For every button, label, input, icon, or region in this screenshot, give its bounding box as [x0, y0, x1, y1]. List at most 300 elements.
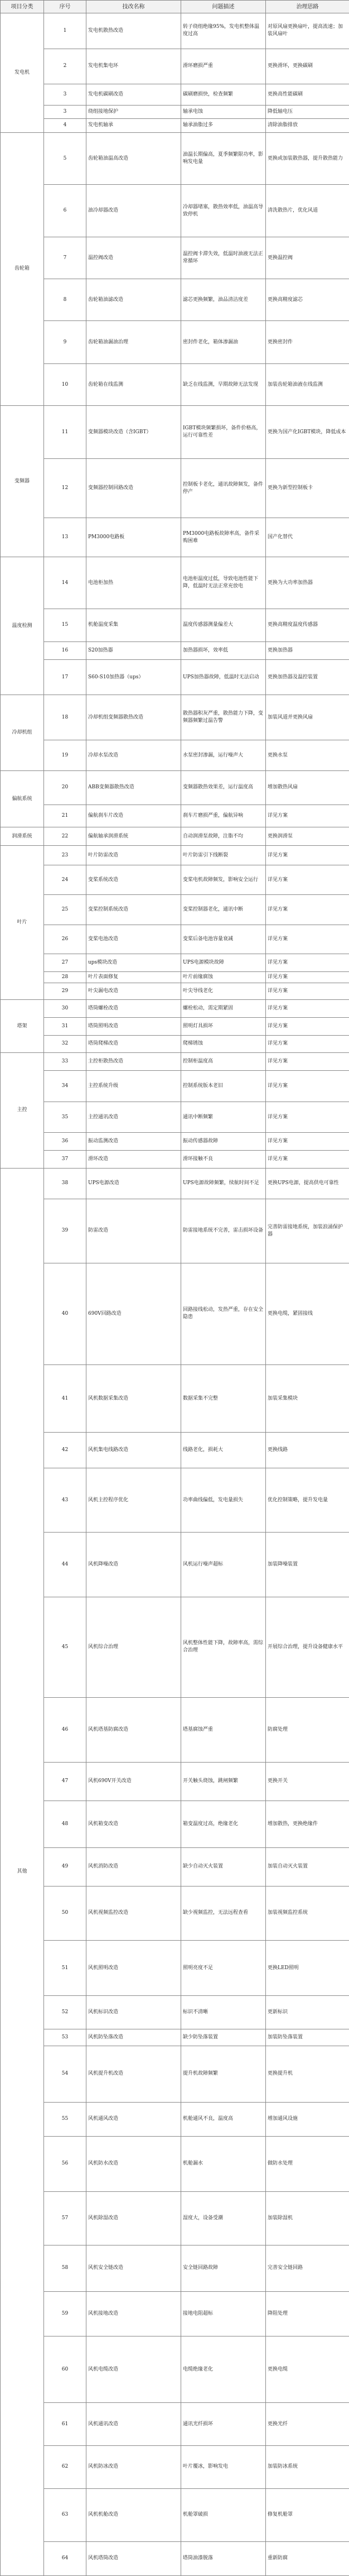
problem-cell: 叶片前缘腐蚀 — [181, 971, 266, 983]
problem-cell: 温控阀卡滞失效，低温时油液无法正常循环 — [181, 237, 266, 279]
item-name-cell: 变频器模块改造（含IGBT） — [86, 406, 181, 459]
method-cell: 更换或加装散热器，提升散热能力 — [266, 132, 349, 185]
number-cell: 51 — [44, 1940, 86, 1996]
table-row — [1, 2488, 349, 2541]
item-name-cell: 电池柜加热 — [86, 557, 181, 609]
item-name-cell: 振动监测改造 — [86, 1133, 181, 1151]
number-cell: 44 — [44, 1533, 86, 1597]
problem-cell: 提升机故障频繁 — [181, 2046, 266, 2102]
method-cell: 详见方案 — [266, 1102, 349, 1133]
table-row — [1, 695, 349, 740]
problem-cell: 塔基腐蚀严重 — [181, 1698, 266, 1763]
number-cell: 12 — [44, 459, 86, 518]
table-row — [1, 406, 349, 459]
number-cell: 60 — [44, 2336, 86, 2403]
item-name-cell: 风机电缆改造 — [86, 2336, 181, 2403]
problem-cell: 开关触头烧蚀，跳闸频繁 — [181, 1762, 266, 1801]
item-name-cell: 叶片表面修复 — [86, 971, 181, 983]
method-cell: 对原风扇更换扇叶，提高流速；加装风扇叶 — [266, 13, 349, 49]
problem-cell: 散热器积灰严重，散热能力下降，变频器频繁过温告警 — [181, 695, 266, 740]
problem-cell: 缺少防坠落装置 — [181, 2029, 266, 2046]
table-row — [1, 954, 349, 971]
method-cell: 增加散热，更换绝缘件 — [266, 1801, 349, 1848]
method-cell: 加装降噪装置 — [266, 1533, 349, 1597]
method-cell: 加装自动灭火装置 — [266, 1847, 349, 1886]
number-cell: 28 — [44, 971, 86, 983]
item-name-cell: 防雷改造 — [86, 1199, 181, 1263]
number-cell: 34 — [44, 1071, 86, 1102]
problem-cell: 照明亮度不足 — [181, 1940, 266, 1996]
problem-cell: 叶片防雷引下线断裂 — [181, 846, 266, 865]
method-cell: 更换温控阀 — [266, 237, 349, 279]
number-cell: 9 — [44, 321, 86, 364]
method-cell: 更换电缆 — [266, 2336, 349, 2403]
problem-cell: 转子绕组绝缘95%，发电机整体温度过高 — [181, 13, 266, 49]
item-name-cell: 风机降噪改造 — [86, 1533, 181, 1597]
table-row — [1, 1035, 349, 1053]
method-cell: 更换滑环，更换碳刷 — [266, 49, 349, 84]
table-row — [1, 1801, 349, 1848]
problem-cell: 照明灯具损坏 — [181, 1017, 266, 1035]
table-row — [1, 459, 349, 518]
table-row — [1, 185, 349, 237]
problem-cell: 滑环磨损严重 — [181, 49, 266, 84]
table-row — [1, 321, 349, 364]
problem-cell: UPS电源故障频繁，续航时间不足 — [181, 1168, 266, 1199]
table-row — [1, 1199, 349, 1263]
method-cell: 做防水处理 — [266, 2136, 349, 2192]
item-name-cell: 风机集电线路改造 — [86, 1433, 181, 1468]
method-cell: 增加通风设施 — [266, 2102, 349, 2136]
table-row — [1, 13, 349, 49]
item-name-cell: 叶尖漏电改造 — [86, 983, 181, 999]
item-name-cell: UPS电源改造 — [86, 1168, 181, 1199]
problem-cell: 滑环接触不良 — [181, 1150, 266, 1168]
category-cell: 偏航系统 — [1, 771, 44, 827]
method-cell: 更换线路 — [266, 1433, 349, 1468]
item-name-cell: 风机视频监控改造 — [86, 1886, 181, 1941]
problem-cell: 变频器散热效果差，运行温度高 — [181, 771, 266, 805]
method-cell: 清洗散热片，优化风道 — [266, 185, 349, 237]
problem-cell: 变桨控制器老化，通讯中断 — [181, 895, 266, 925]
problem-cell: 叶片覆冰，影响发电 — [181, 2446, 266, 2489]
problem-cell: 碳刷磨损快，检查频繁 — [181, 84, 266, 106]
item-name-cell: 风机箱变改造 — [86, 1801, 181, 1848]
number-cell: 59 — [44, 2292, 86, 2336]
number-cell: 13 — [44, 518, 86, 557]
table-row — [1, 2192, 349, 2245]
problem-cell: 螺栓松动，需定期紧固 — [181, 1000, 266, 1018]
number-cell: 15 — [44, 609, 86, 641]
item-name-cell: 主控通讯改造 — [86, 1102, 181, 1133]
method-cell: 更换为新型控制板卡 — [266, 459, 349, 518]
number-cell: 6 — [44, 185, 86, 237]
problem-cell: 机舱罩破损 — [181, 2488, 266, 2541]
number-cell: 4 — [44, 119, 86, 133]
problem-cell: 电池柜温度过低，导致电池性能下降，低温时无法正常充放电 — [181, 557, 266, 609]
item-name-cell: 滑环改造 — [86, 1150, 181, 1168]
number-cell: 42 — [44, 1433, 86, 1468]
table-row — [1, 2292, 349, 2336]
problem-cell: 通讯中断频繁 — [181, 1102, 266, 1133]
method-cell: 加装视频监控系统 — [266, 1886, 349, 1941]
item-name-cell: 发电机碳刷改造 — [86, 84, 181, 106]
table-row — [1, 105, 349, 119]
number-cell: 18 — [44, 695, 86, 740]
table-row — [1, 1433, 349, 1468]
table-row — [1, 1263, 349, 1365]
number-cell: 19 — [44, 740, 86, 771]
item-name-cell: 偏航刹车片改造 — [86, 805, 181, 827]
number-cell: 40 — [44, 1263, 86, 1365]
problem-cell: 风机整体性能下降，故障率高，需综合治理 — [181, 1597, 266, 1697]
method-cell: 增加散热风扇 — [266, 771, 349, 805]
number-cell: 3 — [44, 84, 86, 106]
table-row — [1, 1468, 349, 1533]
method-cell: 详见方案 — [266, 971, 349, 983]
item-name-cell: 主控系统升级 — [86, 1071, 181, 1102]
item-name-cell: 变频器控制回路改造 — [86, 459, 181, 518]
header-item-name: 技改名称 — [86, 1, 181, 13]
table-row — [1, 1168, 349, 1199]
table-row — [1, 132, 349, 185]
item-name-cell: ups模块改造 — [86, 954, 181, 971]
number-cell: 47 — [44, 1762, 86, 1801]
method-cell: 更换为国产化IGBT模块，降低成本 — [266, 406, 349, 459]
category-cell: 塔架 — [1, 1000, 44, 1053]
method-cell: 修复机舱罩 — [266, 2488, 349, 2541]
number-cell: 61 — [44, 2403, 86, 2446]
table-row — [1, 1698, 349, 1763]
problem-cell: 自动润滑泵故障，注脂不均 — [181, 827, 266, 846]
item-name-cell: 风机综合治理 — [86, 1597, 181, 1697]
table-row — [1, 237, 349, 279]
table-row — [1, 1017, 349, 1035]
problem-cell: 控制系统版本老旧 — [181, 1071, 266, 1102]
problem-cell: 控制柜温度高 — [181, 1053, 266, 1071]
item-name-cell: 风机690V开关改造 — [86, 1762, 181, 1801]
method-cell: 详见方案 — [266, 846, 349, 865]
number-cell: 29 — [44, 983, 86, 999]
item-name-cell: 风机提升机改造 — [86, 2046, 181, 2102]
method-cell: 详见方案 — [266, 895, 349, 925]
problem-cell: 叶尖导线老化 — [181, 983, 266, 999]
problem-cell: 冷却器堵塞，散热效率低，油温高导致停机 — [181, 185, 266, 237]
table-row — [1, 983, 349, 999]
table-row — [1, 771, 349, 805]
item-name-cell: 风机接地改造 — [86, 2292, 181, 2336]
problem-cell: 标识不清晰 — [181, 1996, 266, 2029]
number-cell: 49 — [44, 1847, 86, 1886]
problem-cell: 水泵密封渗漏，运行噪声大 — [181, 740, 266, 771]
table-body — [1, 13, 349, 2576]
number-cell: 2 — [44, 49, 86, 84]
number-cell: 22 — [44, 827, 86, 846]
item-name-cell: S60-S10加热器（ups） — [86, 659, 181, 695]
table-row — [1, 925, 349, 954]
number-cell: 8 — [44, 279, 86, 321]
table-row — [1, 2136, 349, 2192]
problem-cell: 塔筒油漆脱落 — [181, 2541, 266, 2575]
item-name-cell: PM3000电路板 — [86, 518, 181, 557]
number-cell: 31 — [44, 1017, 86, 1035]
item-name-cell: 塔筒照明改造 — [86, 1017, 181, 1035]
header-number: 序号 — [44, 1, 86, 13]
item-name-cell: 绕组接地保护 — [86, 105, 181, 119]
item-name-cell: 冷却水泵改造 — [86, 740, 181, 771]
number-cell: 57 — [44, 2192, 86, 2245]
item-name-cell: S20加热器 — [86, 642, 181, 660]
category-cell: 叶片 — [1, 846, 44, 1000]
problem-cell: 滤芯更换频繁，油品清洁度差 — [181, 279, 266, 321]
table-row — [1, 609, 349, 641]
problem-cell: 爬梯锈蚀 — [181, 1035, 266, 1053]
number-cell: 63 — [44, 2488, 86, 2541]
item-name-cell: 齿轮箱油温高改造 — [86, 132, 181, 185]
table-row — [1, 2403, 349, 2446]
table-row — [1, 1000, 349, 1018]
method-cell: 详见方案 — [266, 925, 349, 954]
item-name-cell: 齿轮箱油漏油治理 — [86, 321, 181, 364]
problem-cell: 变桨电机故障频发，影响安全运行 — [181, 865, 266, 894]
method-cell: 国产化替代 — [266, 518, 349, 557]
method-cell: 更换LED照明 — [266, 1940, 349, 1996]
item-name-cell: 风机安全链改造 — [86, 2245, 181, 2292]
problem-cell: 数据采集不完整 — [181, 1364, 266, 1432]
number-cell: 48 — [44, 1801, 86, 1848]
method-cell: 更换电缆，紧固接线 — [266, 1263, 349, 1365]
category-cell: 发电机 — [1, 13, 44, 133]
problem-cell: 功率曲线偏低，发电量损失 — [181, 1468, 266, 1533]
item-name-cell: 冷却机组变频器散热改造 — [86, 695, 181, 740]
problem-cell: PM3000电路板故障率高，备件采购困难 — [181, 518, 266, 557]
category-cell: 齿轮箱 — [1, 132, 44, 405]
method-cell: 清除油脂排放 — [266, 119, 349, 133]
number-cell: 38 — [44, 1168, 86, 1199]
method-cell: 更换开关 — [266, 1762, 349, 1801]
item-name-cell: 机舱温度采集 — [86, 609, 181, 641]
number-cell: 53 — [44, 2029, 86, 2046]
method-cell: 更换润滑泵 — [266, 827, 349, 846]
method-cell: 防腐处理 — [266, 1698, 349, 1763]
number-cell: 16 — [44, 642, 86, 660]
problem-cell: 缺少自动灭火装置 — [181, 1847, 266, 1886]
problem-cell: 加热器损坏，效率低 — [181, 642, 266, 660]
problem-cell: 线路老化，损耗大 — [181, 1433, 266, 1468]
table-row — [1, 2541, 349, 2575]
item-name-cell: 风机防坠落改造 — [86, 2029, 181, 2046]
method-cell: 更换为大功率加热器 — [266, 557, 349, 609]
header-row — [1, 1, 349, 13]
table-row — [1, 827, 349, 846]
item-name-cell: 风机主控程序优化 — [86, 1468, 181, 1533]
method-cell: 更换提升机 — [266, 2046, 349, 2102]
number-cell: 3 — [44, 105, 86, 119]
method-cell: 加装防坠落装置 — [266, 2029, 349, 2046]
problem-cell: UPS电源模块故障 — [181, 954, 266, 971]
item-name-cell: 风机通风改造 — [86, 2102, 181, 2136]
problem-cell: 通讯光纤损坏 — [181, 2403, 266, 2446]
number-cell: 35 — [44, 1102, 86, 1133]
method-cell: 详见方案 — [266, 1017, 349, 1035]
item-name-cell: 塔筒螺栓改造 — [86, 1000, 181, 1018]
method-cell: 更新标识 — [266, 1996, 349, 2029]
method-cell: 详见方案 — [266, 983, 349, 999]
item-name-cell: 风机数据采集改造 — [86, 1364, 181, 1432]
table-row — [1, 1940, 349, 1996]
problem-cell: 风机运行噪声超标 — [181, 1533, 266, 1597]
problem-cell: 变桨后备电池容量衰减 — [181, 925, 266, 954]
problem-cell: 温度传感器测量偏差大 — [181, 609, 266, 641]
problem-cell: 回路接线松动，发热严重，存在安全隐患 — [181, 1263, 266, 1365]
problem-cell: 缺少视频监控，无法远程查看 — [181, 1886, 266, 1941]
table-row — [1, 49, 349, 84]
method-cell: 详见方案 — [266, 1133, 349, 1151]
method-cell: 更换加热器及温控装置 — [266, 659, 349, 695]
category-cell: 其他 — [1, 1168, 44, 2575]
item-name-cell: 风机防冰改造 — [86, 2446, 181, 2489]
problem-cell: 湿度大，设备受潮 — [181, 2192, 266, 2245]
problem-cell: 安全链回路故障 — [181, 2245, 266, 2292]
item-name-cell: 变桨电池改造 — [86, 925, 181, 954]
number-cell: 39 — [44, 1199, 86, 1263]
table-row — [1, 2029, 349, 2046]
number-cell: 64 — [44, 2541, 86, 2575]
method-cell: 更换光纤 — [266, 2403, 349, 2446]
number-cell: 1 — [44, 13, 86, 49]
item-name-cell: 风机塔筒改造 — [86, 2541, 181, 2575]
item-name-cell: 油冷却器改造 — [86, 185, 181, 237]
problem-cell: UPS加热器故障，低温时无法启动 — [181, 659, 266, 695]
number-cell: 27 — [44, 954, 86, 971]
item-name-cell: 偏航轴承润滑系统 — [86, 827, 181, 846]
item-name-cell: 风机消防改造 — [86, 1847, 181, 1886]
number-cell: 26 — [44, 925, 86, 954]
problem-cell: 密封件老化，箱体渗漏油 — [181, 321, 266, 364]
method-cell: 更换UPS电源，提高供电可靠性 — [266, 1168, 349, 1199]
method-cell: 更换加热器 — [266, 642, 349, 660]
number-cell: 46 — [44, 1698, 86, 1763]
method-cell: 加装除湿机 — [266, 2192, 349, 2245]
problem-cell: 机舱漏水 — [181, 2136, 266, 2192]
method-cell: 更换水泵 — [266, 740, 349, 771]
number-cell: 41 — [44, 1364, 86, 1432]
problem-cell: 轴承油脂过多 — [181, 119, 266, 133]
number-cell: 7 — [44, 237, 86, 279]
item-name-cell: 变桨控制系统改造 — [86, 895, 181, 925]
table-row — [1, 1886, 349, 1941]
item-name-cell: 齿轮箱在线监测 — [86, 363, 181, 405]
item-name-cell: 风机机舱改造 — [86, 2488, 181, 2541]
item-name-cell: 变桨系统改造 — [86, 865, 181, 894]
table-row — [1, 557, 349, 609]
item-name-cell: 发电机集电环 — [86, 49, 181, 84]
table-row — [1, 1071, 349, 1102]
item-name-cell: 风机塔基防腐改造 — [86, 1698, 181, 1763]
method-cell: 详见方案 — [266, 1150, 349, 1168]
problem-cell: 机舱通风不良，温度高 — [181, 2102, 266, 2136]
table-row — [1, 1150, 349, 1168]
table-row — [1, 2102, 349, 2136]
number-cell: 54 — [44, 2046, 86, 2102]
number-cell: 52 — [44, 1996, 86, 2029]
item-name-cell: 主控柜散热改造 — [86, 1053, 181, 1071]
number-cell: 56 — [44, 2136, 86, 2192]
number-cell: 50 — [44, 1886, 86, 1941]
number-cell: 11 — [44, 406, 86, 459]
method-cell: 详见方案 — [266, 805, 349, 827]
table-row — [1, 659, 349, 695]
number-cell: 20 — [44, 771, 86, 805]
item-name-cell: 690V回路改造 — [86, 1263, 181, 1365]
number-cell: 14 — [44, 557, 86, 609]
number-cell: 32 — [44, 1035, 86, 1053]
table-row — [1, 895, 349, 925]
method-cell: 详见方案 — [266, 865, 349, 894]
item-name-cell: 风机通讯改造 — [86, 2403, 181, 2446]
problem-cell: 接地电阻超标 — [181, 2292, 266, 2336]
method-cell: 详见方案 — [266, 1053, 349, 1071]
method-cell: 详见方案 — [266, 954, 349, 971]
item-name-cell: ABB变频器散热改造 — [86, 771, 181, 805]
problem-cell: 轴承电蚀 — [181, 105, 266, 119]
number-cell: 24 — [44, 865, 86, 894]
method-cell: 完善安全链回路 — [266, 2245, 349, 2292]
method-cell: 更换密封件 — [266, 321, 349, 364]
table-row — [1, 1996, 349, 2029]
table-row — [1, 1053, 349, 1071]
table-row — [1, 1102, 349, 1133]
method-cell: 完善防雷接地系统，加装浪涌保护器 — [266, 1199, 349, 1263]
table-row — [1, 279, 349, 321]
problem-cell: 箱变温度过高，绝缘老化 — [181, 1801, 266, 1848]
table-row — [1, 642, 349, 660]
number-cell: 30 — [44, 1000, 86, 1018]
item-name-cell: 风机防水改造 — [86, 2136, 181, 2192]
category-cell: 冷却机组 — [1, 695, 44, 771]
method-cell: 详见方案 — [266, 1071, 349, 1102]
method-cell: 加装采集模块 — [266, 1364, 349, 1432]
category-cell: 变频器 — [1, 406, 44, 557]
problem-cell: 油温长期偏高，夏季频繁限功率，影响发电量 — [181, 132, 266, 185]
header-category: 项目分类 — [1, 1, 44, 13]
method-cell: 降低轴电压 — [266, 105, 349, 119]
table-row — [1, 1533, 349, 1597]
item-name-cell: 风机标识改造 — [86, 1996, 181, 2029]
method-cell: 更换高精度温度传感器 — [266, 609, 349, 641]
method-cell: 加装齿轮箱油液在线监测 — [266, 363, 349, 405]
method-cell: 更换高精度滤芯 — [266, 279, 349, 321]
method-cell: 详见方案 — [266, 1000, 349, 1018]
method-cell: 详见方案 — [266, 1035, 349, 1053]
item-name-cell: 风机除湿改造 — [86, 2192, 181, 2245]
number-cell: 37 — [44, 1150, 86, 1168]
table-row — [1, 2446, 349, 2489]
method-cell: 开展综合治理，提升设备健康水平 — [266, 1597, 349, 1697]
problem-cell: 缺乏在线监测，早期故障无法发现 — [181, 363, 266, 405]
table-row — [1, 1597, 349, 1697]
number-cell: 58 — [44, 2245, 86, 2292]
method-cell: 加装风道并更换风扇 — [266, 695, 349, 740]
table-row — [1, 1133, 349, 1151]
table-row — [1, 518, 349, 557]
number-cell: 17 — [44, 659, 86, 695]
table-row — [1, 2336, 349, 2403]
number-cell: 43 — [44, 1468, 86, 1533]
table-row — [1, 846, 349, 865]
category-cell: 润滑系统 — [1, 827, 44, 846]
table-row — [1, 84, 349, 106]
